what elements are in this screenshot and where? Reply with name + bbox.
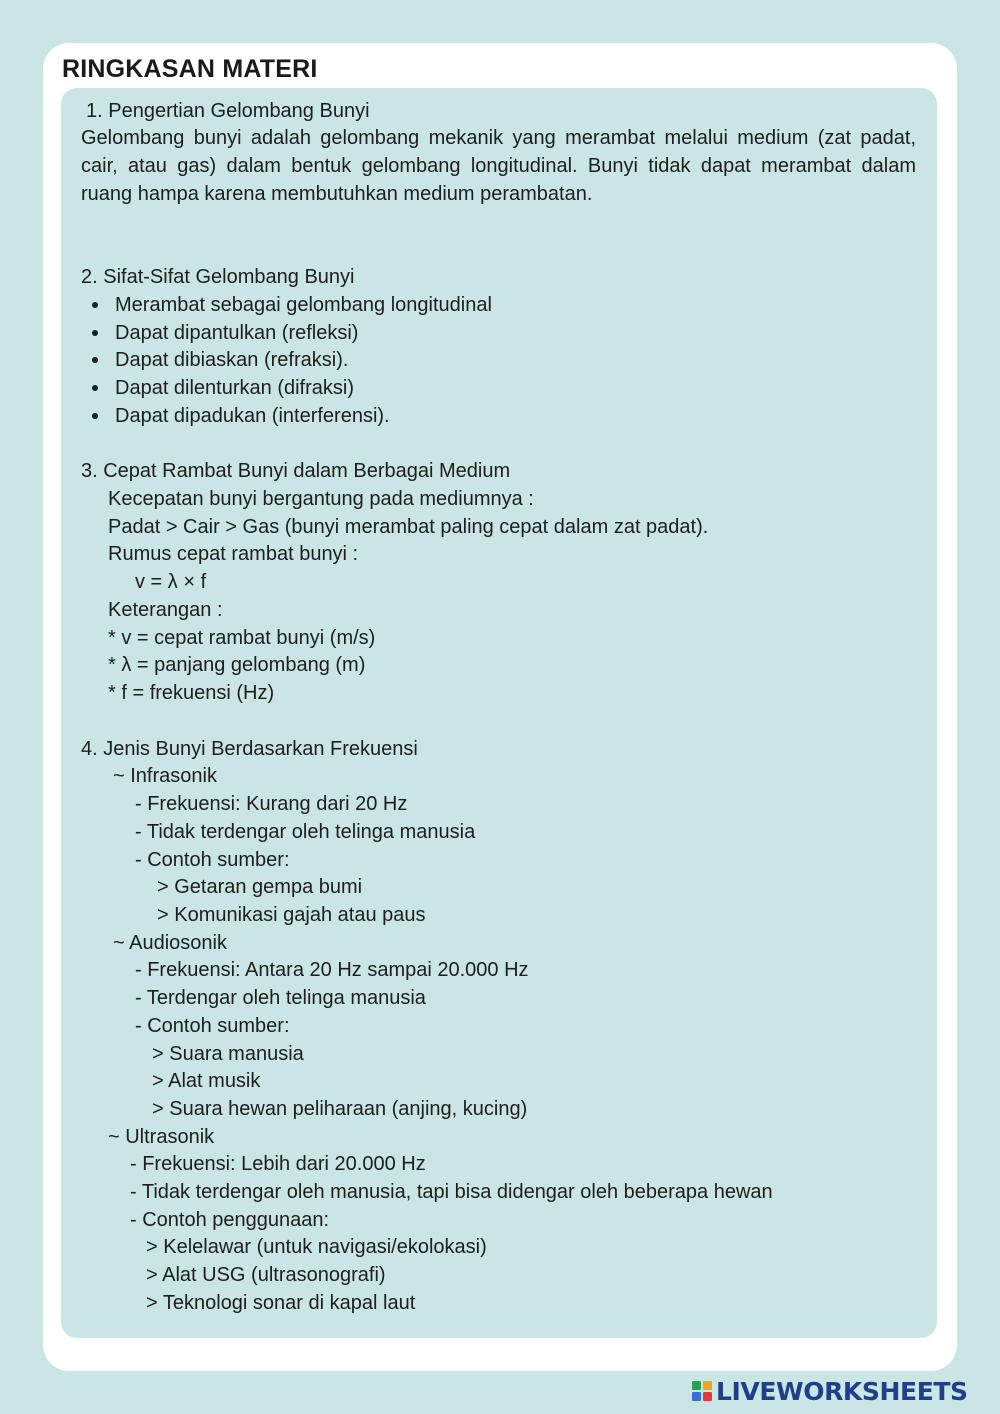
section4-heading: 4. Jenis Bunyi Berdasarkan Frekuensi: [81, 738, 418, 760]
audiosonik-detail: - Frekuensi: Antara 20 Hz sampai 20.000 Hz: [135, 959, 529, 981]
list-item: Dapat dibiaskan (refraksi).: [115, 349, 349, 371]
logo-square: [692, 1392, 701, 1401]
ultrasonik-detail: - Contoh penggunaan:: [130, 1209, 330, 1231]
logo-square: [703, 1392, 712, 1401]
keterangan-item: * λ = panjang gelombang (m): [108, 654, 366, 676]
section3-line: Kecepatan bunyi bergantung pada mediumnya :: [108, 488, 534, 510]
section3-line: Padat > Cair > Gas (bunyi merambat paling cepat dalam zat padat).: [108, 516, 709, 538]
infrasonik-example: > Getaran gempa bumi: [157, 876, 363, 898]
list-item: Merambat sebagai gelombang longitudinal: [115, 294, 492, 316]
section3-line: Rumus cepat rambat bunyi :: [108, 543, 359, 565]
infrasonik-example: > Komunikasi gajah atau paus: [157, 904, 426, 926]
infrasonik-detail: - Contoh sumber:: [135, 849, 290, 871]
list-item: Dapat dipantulkan (refleksi): [115, 322, 359, 344]
infrasonik-label: ~ Infrasonik: [113, 765, 217, 787]
ultrasonik-detail: - Tidak terdengar oleh manusia, tapi bisa didengar oleh beberapa hewan: [130, 1181, 773, 1203]
audiosonik-detail: - Terdengar oleh telinga manusia: [135, 987, 426, 1009]
section2-heading: 2. Sifat-Sifat Gelombang Bunyi: [81, 266, 355, 288]
bullet-icon: [92, 413, 98, 419]
logo-grid-icon: [692, 1381, 712, 1401]
infrasonik-detail: - Tidak terdengar oleh telinga manusia: [135, 821, 476, 843]
ultrasonik-example: > Kelelawar (untuk navigasi/ekolokasi): [146, 1236, 487, 1258]
audiosonik-example: > Alat musik: [152, 1070, 261, 1092]
audiosonik-detail: - Contoh sumber:: [135, 1015, 290, 1037]
keterangan-item: * v = cepat rambat bunyi (m/s): [108, 627, 376, 649]
keterangan-item: * f = frekuensi (Hz): [108, 682, 275, 704]
bullet-icon: [92, 357, 98, 363]
section3-heading: 3. Cepat Rambat Bunyi dalam Berbagai Medium: [81, 460, 511, 482]
audiosonik-example: > Suara hewan peliharaan (anjing, kucing): [152, 1098, 528, 1120]
ultrasonik-example: > Alat USG (ultrasonografi): [146, 1264, 386, 1286]
brand-name: LIVEWORKSHEETS: [716, 1376, 968, 1406]
ultrasonik-label: ~ Ultrasonik: [108, 1126, 215, 1148]
page-title: RINGKASAN MATERI: [62, 55, 318, 83]
bullet-icon: [92, 385, 98, 391]
logo-square: [703, 1381, 712, 1390]
list-item: Dapat dipadukan (interferensi).: [115, 405, 390, 427]
liveworksheets-logo[interactable]: [692, 1374, 968, 1408]
audiosonik-label: ~ Audiosonik: [113, 932, 227, 954]
ultrasonik-detail: - Frekuensi: Lebih dari 20.000 Hz: [130, 1153, 426, 1175]
bullet-icon: [92, 302, 98, 308]
ultrasonik-example: > Teknologi sonar di kapal laut: [146, 1292, 416, 1314]
keterangan-label: Keterangan :: [108, 599, 223, 621]
formula: v = λ × f: [135, 571, 207, 593]
section1-heading: 1. Pengertian Gelombang Bunyi: [86, 100, 370, 122]
audiosonik-example: > Suara manusia: [152, 1043, 304, 1065]
infrasonik-detail: - Frekuensi: Kurang dari 20 Hz: [135, 793, 408, 815]
section1-paragraph: Gelombang bunyi adalah gelombang mekanik yang merambat melalui medium (zat padat, cair, atau gas) dalam bentuk gelombang longitudinal. Bunyi tidak dapat merambat dalam ruang hampa karena membutuhkan medium perambatan.: [81, 127, 916, 205]
logo-square: [692, 1381, 701, 1390]
list-item: Dapat dilenturkan (difraksi): [115, 377, 354, 399]
bullet-icon: [92, 330, 98, 336]
